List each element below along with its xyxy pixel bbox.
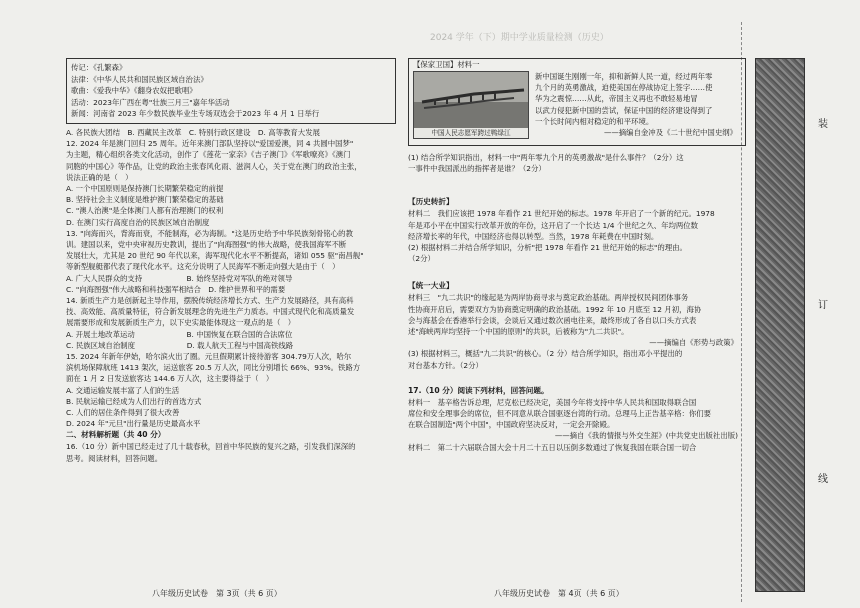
text-line: D. 在澳门实行高度自治的民族区域自治制度 bbox=[66, 217, 210, 227]
right-footer: 八年级历史试卷 第 4页（共 6 页） bbox=[494, 589, 624, 598]
source-line: ——摘编自《形势与政策》 bbox=[649, 338, 738, 348]
text-line: 述"海峡两岸均坚持一个中国的原则"的共识，后被称为"九二共识"。 bbox=[408, 327, 629, 337]
text-line: 材料一 基辛格告诉总理，尼克松已经决定，美国今年将支持中华人民共和国取得联合国 bbox=[408, 397, 697, 407]
text-line: 15. 2024 年新年伊始，哈尔滨火出了圈。元旦假期累计接待游客 304.79万人次，哈尔 bbox=[66, 352, 352, 362]
text-line: 13. "向海而兴，背海而衰，不能制海，必为海制。"这是历史给予中华民族刻骨铭心的教 bbox=[66, 228, 353, 238]
text-line: 华为之震惊……从此，帝国主义再也不敢轻易地冒 bbox=[535, 94, 698, 104]
text-line: C. 人们的居住条件得到了很大改善 bbox=[66, 408, 180, 418]
text-line: 等新型舰艇都代表了现代化水平。这充分说明了人民海军不断走向强大是由于（ ） bbox=[66, 262, 340, 272]
left-page bbox=[66, 58, 396, 464]
text-line: 对台基本方针。（2分） bbox=[408, 360, 483, 370]
m1-label: 【保家卫国】材料一 bbox=[413, 60, 480, 69]
text-line: 会与海基会在香港举行会谈，会谈后又通过数次函电往来，最终形成了各自以口头方式表 bbox=[408, 315, 697, 325]
text-line: (2) 根据材料二并结合所学知识，分析"把 1978 年看作 21 世纪开始的标志"的理由。 bbox=[408, 243, 687, 253]
text-line: (1) 结合所学知识指出，材料一中"两年零九个月的英勇激战"是什么事件？（2分）这 bbox=[408, 153, 684, 162]
material-one-text bbox=[535, 71, 745, 138]
text-line: 训。建国以来，党中央审视历史教训，提出了"向海图强"的伟大战略，使我国海军不断 bbox=[66, 240, 347, 249]
box-line: 传记：《孔繁森》 bbox=[71, 63, 127, 72]
text-line: 材料三 "九二共识"的缘起是为两岸协商寻求与奠定政治基础。两岸授权民间团体事务 bbox=[408, 293, 689, 303]
volunteer-army-photo bbox=[413, 71, 529, 139]
text-line: C. "澳人治澳"是全体澳门人都有治理澳门的权利 bbox=[66, 206, 224, 216]
side-margin-strip bbox=[755, 58, 805, 592]
question-block bbox=[66, 127, 396, 464]
text-line: A. 开展土地改革运动 B. 中国恢复在联合国的合法席位 bbox=[66, 329, 293, 339]
text-line: A. 各民族大团结 B. 西藏民主改革 C. 特别行政区建设 D. 高等教育大发展 bbox=[66, 127, 320, 137]
faint-header: 2024 学年（下）期中学业质量检测（历史） bbox=[430, 33, 609, 43]
text-line: 以武力侵犯新中国的尝试，保证中国的经济建设得到了 bbox=[535, 105, 713, 115]
text-line: 思考。阅读材料，回答问题。 bbox=[66, 453, 163, 463]
text-line: 12. 2024 年是澳门回归 25 周年。近年来澳门部队坚持以"爱国爱澳，同 4 共圆中国梦" bbox=[66, 139, 354, 149]
box-line: 法律：《中华人民共和国民族区域自治法》 bbox=[71, 74, 208, 84]
text-line: 说法正确的是（ ） bbox=[66, 172, 133, 182]
section-title: 二、材料解析题（共 40 分） bbox=[66, 430, 166, 440]
text-line: 一个长时间内相对稳定的和平环境。 bbox=[535, 116, 654, 126]
text-line: 一事件中我国派出的指挥者是谁？（2分） bbox=[408, 164, 546, 174]
margin-char-ding: 订 bbox=[818, 300, 828, 311]
text-line: 技、高效能、高质量特征，符合新发展理念的先进生产力质态。中国式现代化和高质量发 bbox=[66, 307, 355, 317]
text-line: 为主题，精心组织各类文化活动，创作了《莲花一家亲》《吉子澳门》《军歌嘹亮》《澳门 bbox=[66, 150, 351, 160]
text-line: 材料二 我们应该把 1978 年看作 21 世纪开始的标志。1978 年开启了一个新的纪元。1978 bbox=[408, 209, 715, 219]
text-line: A. 广大人民群众的支持 B. 始终坚持党对军队的绝对领导 bbox=[66, 273, 293, 283]
margin-char-zhuang: 装 bbox=[818, 119, 828, 130]
text-line: 滨机场保障航班 1413 架次，运送旅客 20.5 万人次，同比分别增长 66%、93%。铁路方 bbox=[66, 363, 361, 373]
text-line: C. "向海图强"伟大战略和科技强军相结合 D. 维护世界和平的需要 bbox=[66, 284, 286, 294]
text-line: A. 交通运输发展丰富了人们的生活 bbox=[66, 385, 180, 395]
photo-caption: 中国人民志愿军跨过鸭绿江 bbox=[414, 128, 528, 138]
subsection-label: 【统一大业】 bbox=[408, 281, 454, 291]
text-line: (3) 根据材料三，概括"九二共识"的核心。（2 分）结合所学知识，指出邓小平提出的 bbox=[408, 349, 683, 359]
right-page bbox=[408, 58, 746, 453]
box-line: 歌曲：《爱我中华》《翻身农奴把歌唱》 bbox=[71, 86, 197, 96]
text-line: B. 坚持社会主义制度是维护澳门繁荣稳定的基础 bbox=[66, 195, 224, 205]
text-line: A. 一个中国原则是保持澳门长期繁荣稳定的前提 bbox=[66, 183, 224, 193]
material-one-box bbox=[408, 58, 746, 146]
text-line: 展需要形成和发展新质生产力，以下史实最能体现这一观点的是（ ） bbox=[66, 318, 296, 328]
text-line: D. 2024 年"元旦"出行量是历史最高水平 bbox=[66, 419, 201, 429]
text-line: 年是邓小平在中国实行改革开放的年份，这开启了一个长达 1/4 个世纪之久、年均两位数 bbox=[408, 220, 699, 230]
source-line: ——摘编自金冲及《二十世纪中国史纲》 bbox=[603, 128, 737, 138]
subsection-label: 【历史转折】 bbox=[408, 197, 454, 207]
text-line: 在联合国制造"两个中国"，中国政府坚决反对，一定会开除殿。 bbox=[408, 420, 615, 430]
text-line: 发展壮大，尤其是 20 世纪 90 年代以来，海军现代化水平不断提高，诸如 055 驱"南昌舰" bbox=[66, 251, 364, 261]
material-box bbox=[66, 58, 396, 124]
text-line: C. 民族区域自治制度 D. 载人航天工程与中国高铁线路 bbox=[66, 340, 294, 350]
source-line: ——摘自《我的情报与外交生涯》(中共党史出版社出版) bbox=[554, 431, 738, 441]
box-line: 新闻：河南省 2023 年少数民族毕业生专场双选会于2023 年 4 月 1 日举行 bbox=[71, 109, 320, 119]
text-line: 新中国诞生刚刚一年，抑和新鲜人民一道，经过两年零 bbox=[535, 72, 713, 81]
text-line: 九个月的英勇激战，迫使美国在停战协定上签字……使 bbox=[535, 83, 713, 93]
text-line: 面在 1 月 2 日发送旅客达 144.6 万人次，这主要得益于（ ） bbox=[66, 374, 274, 384]
text-line: （2分） bbox=[408, 254, 435, 264]
text-line: 材料二 第二十六届联合国大会十月二十五日以压倒多数通过了恢复我国在联合国一切合 bbox=[408, 442, 697, 452]
text-line: 性协商开启后，需要双方为协商奠定明确的政治基础。1992 年 10 月底至 12 月初，海协 bbox=[408, 304, 702, 314]
left-footer: 八年级历史试卷 第 3页（共 6 页） bbox=[152, 589, 282, 598]
text-line: 同胞的中国心》等作品，让党的政治主张春风化雨、滋润人心，关于党在澳门的政治主张， bbox=[66, 161, 362, 171]
question-17-title: 17.（10 分）阅读下列材料，回答问题。 bbox=[408, 385, 549, 395]
box-line: 活动：2023年广西在粤"壮族三月三"嘉年华活动 bbox=[71, 97, 230, 107]
margin-char-xian: 线 bbox=[818, 474, 828, 485]
text-line: B. 民航运输已经成为人们出行的首选方式 bbox=[66, 396, 202, 406]
text-line: 经济增长率的年代，中国经济也得以转型。当然，1978 年耗费在中国时刻。 bbox=[408, 231, 659, 241]
text-line: 16.（10 分）新中国已经走过了几十载春秋，回首中华民族的复兴之路，引发我们深深的 bbox=[66, 442, 356, 452]
text-line: 14. 新质生产力是创新起主导作用，摆脱传统经济增长方式、生产力发展路径，具有高科 bbox=[66, 296, 354, 306]
text-line: 席位和安全理事会的席位，但不同意从联合国驱逐台湾的行动。总理马上正告基辛格：你们要 bbox=[408, 409, 712, 419]
